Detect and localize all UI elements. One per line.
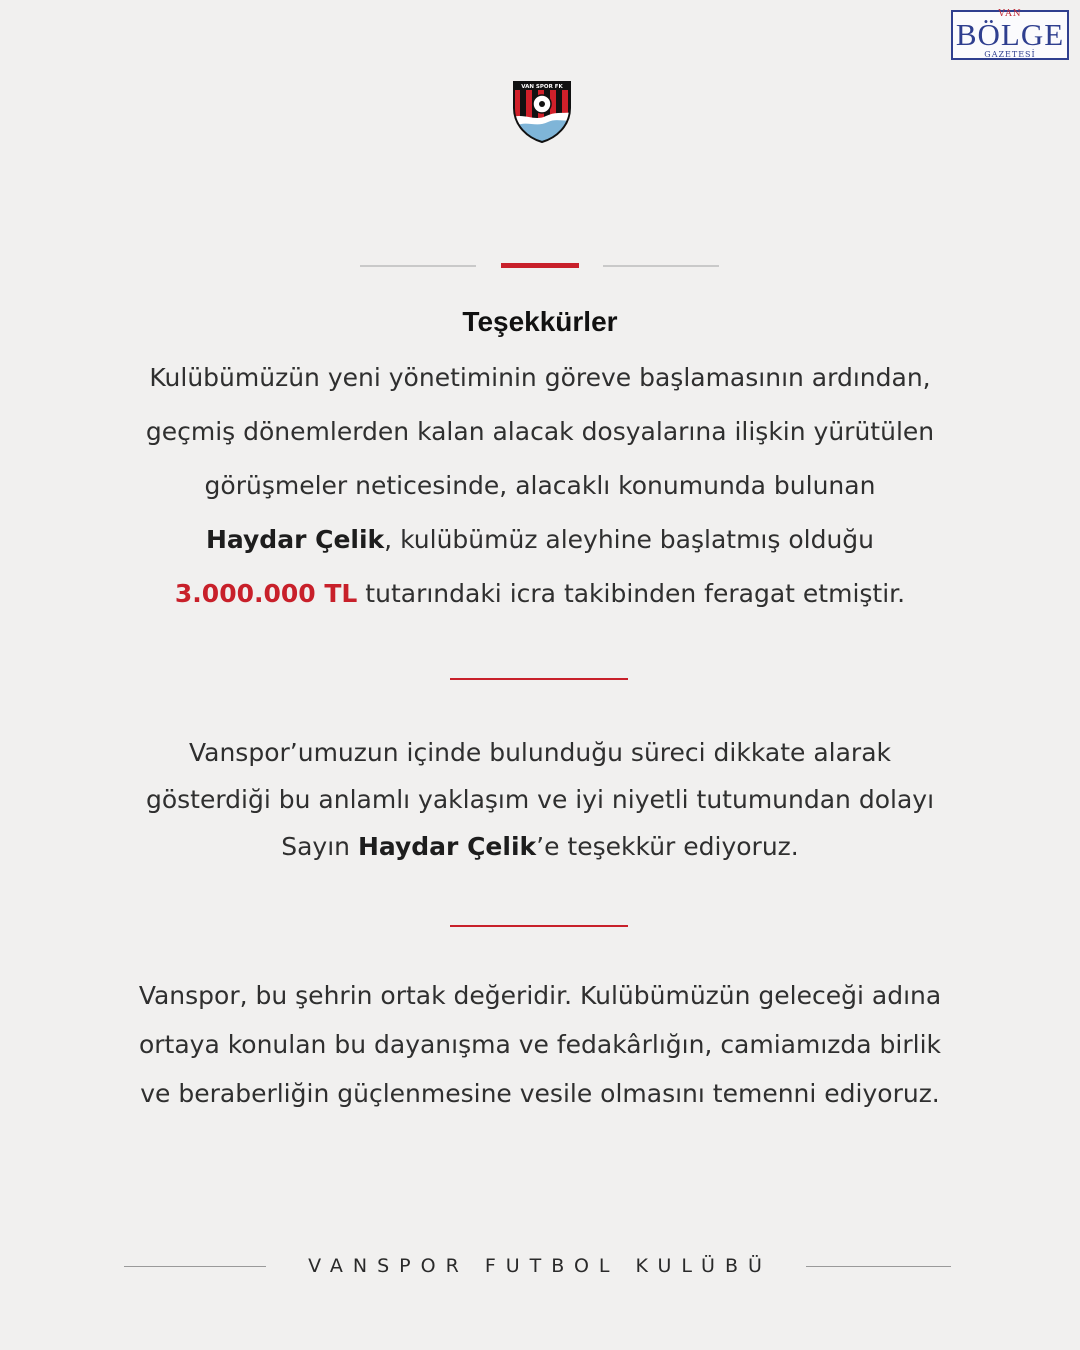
paragraph-1-line-3: görüşmeler neticesinde, alacaklı konumunda bulunan xyxy=(204,471,876,500)
paragraph-1-line-2: geçmiş dönemlerden kalan alacak dosyalarına ilişkin yürütülen xyxy=(145,417,935,446)
watermark-main-text: BÖLGE xyxy=(955,17,1065,52)
paragraph-2-line-1: Vanspor’umuzun içinde bulunduğu süreci dikkate alarak xyxy=(188,738,891,767)
paragraph-2 xyxy=(0,729,1080,870)
paragraph-3-line-3: ve beraberliğin güçlenmesine vesile olmasını temenni ediyoruz. xyxy=(140,1079,940,1108)
crest-text: VAN SPOR FK xyxy=(521,84,563,90)
paragraph-1 xyxy=(0,351,1080,621)
section-divider-1 xyxy=(450,678,628,680)
top-divider-accent xyxy=(501,263,579,268)
watermark-top-text: VAN xyxy=(998,9,1022,19)
section-divider-2 xyxy=(450,925,628,927)
paragraph-1-line-5-rest: tutarındaki icra takibinden feragat etmiştir. xyxy=(357,579,906,608)
paragraph-2-line-3-pre: Sayın xyxy=(281,832,358,861)
paragraph-3-line-2: ortaya konulan bu dayanışma ve fedakârlığın, camiamızda birlik xyxy=(138,1030,942,1059)
paragraph-1-line-5 xyxy=(0,567,1080,621)
top-divider-right xyxy=(603,265,719,267)
paragraph-3 xyxy=(0,971,1080,1118)
paragraph-1-line-4 xyxy=(0,513,1080,567)
paragraph-2-line-3-rest: ’e teşekkür ediyoruz. xyxy=(536,832,799,861)
creditor-name: Haydar Çelik xyxy=(205,525,385,554)
vanspor-crest-icon xyxy=(510,78,574,144)
footer-rule-right xyxy=(806,1266,951,1267)
bolge-gazetesi-watermark xyxy=(951,10,1069,60)
footer-club-name: VANSPOR FUTBOL KULÜBÜ xyxy=(308,1255,772,1277)
watermark-bottom-text: GAZETESİ xyxy=(984,50,1036,59)
paragraph-2-line-2: gösterdiği bu anlamlı yaklaşım ve iyi niyetli tutumundan dolayı xyxy=(145,785,935,814)
waived-amount: 3.000.000 TL xyxy=(174,579,358,608)
page-title: Teşekkürler xyxy=(462,306,618,337)
paragraph-2-line-3 xyxy=(0,823,1080,870)
paragraph-1-line-4-rest: , kulübümüz aleyhine başlatmış olduğu xyxy=(384,525,875,554)
top-divider-left xyxy=(360,265,476,267)
paragraph-3-line-1: Vanspor, bu şehrin ortak değeridir. Kulübümüzün geleceği adına xyxy=(138,981,942,1010)
paragraph-1-line-1: Kulübümüzün yeni yönetiminin göreve başlamasının ardından, xyxy=(149,363,931,392)
thanked-name: Haydar Çelik xyxy=(357,832,537,861)
